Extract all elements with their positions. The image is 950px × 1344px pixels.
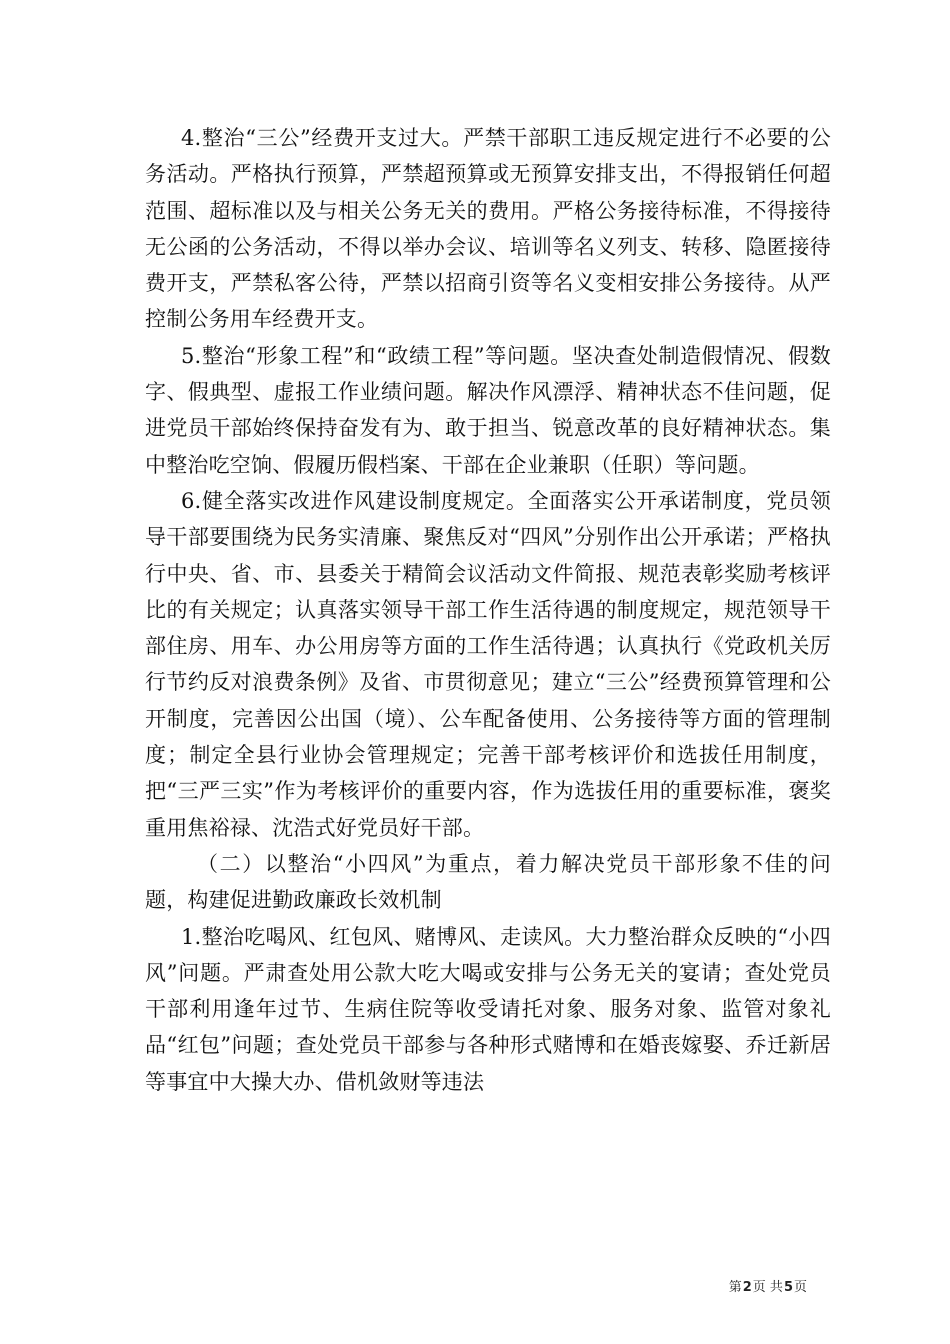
paragraph-item-6: 6.健全落实改进作风建设制度规定。全面落实公开承诺制度，党员领导干部要围绕为民务实清廉、聚焦反对“四风”分别作出公开承诺；严格执行中央、省、市、县委关于精简会议活动文件简报、规范表彰奖励考核评比的有关规定；认真落实领导干部工作生活待遇的制度规定，规范领导干部住房、用车、办公用房等方面的工作生活待遇；认真执行《党政机关厉行节约反对浪费条例》及省、市贯彻意见；建立“三公”经费预算管理和公开制度，完善因公出国（境）、公车配备使用、公务接待等方面的管理制度；制定全县行业协会管理规定；完善干部考核评价和选拔任用制度，把“三严三实”作为考核评价的重要内容，作为选拔任用的重要标准，褒奖重用焦裕禄、沈浩式好党员好干部。 (145, 488, 831, 840)
footer-prefix: 第 (728, 1280, 742, 1295)
section-heading-2: （二）以整治“小四风”为重点，着力解决党员干部形象不佳的问题，构建促进勤政廉政长效机制 (145, 851, 831, 913)
paragraph-item-5: 5.整治“形象工程”和“政绩工程”等问题。坚决查处制造假情况、假数字、假典型、虚报工作业绩问题。解决作风漂浮、精神状态不佳问题，促进党员干部始终保持奋发有为、敢于担当、锐意改革的良好精神状态。集中整治吃空饷、假履历假档案、干部在企业兼职（任职）等问题。 (145, 343, 831, 477)
paragraph-item-1: 1.整治吃喝风、红包风、赌博风、走读风。大力整治群众反映的“小四风”问题。严肃查处用公款大吃大喝或安排与公务无关的宴请；查处党员干部利用逢年过节、生病住院等收受请托对象、服务对象、监管对象礼品“红包”问题；查处党员干部参与各种形式赌博和在婚丧嫁娶、乔迁新居等事宜中大操大办、借机敛财等违法 (145, 924, 831, 1094)
paragraph-item-4: 4.整治“三公”经费开支过大。严禁干部职工违反规定进行不必要的公务活动。严格执行预算，严禁超预算或无预算安排支出，不得报销任何超范围、超标准以及与相关公务无关的费用。严格公务接待标准，不得接待无公函的公务活动，不得以举办会议、培训等名义列支、转移、隐匿接待费开支，严禁私客公待，严禁以招商引资等名义变相安排公务接待。从严控制公务用车经费开支。 (145, 126, 831, 332)
footer-suffix: 页 (793, 1280, 807, 1295)
total-page-number: 5 (783, 1280, 793, 1295)
footer-middle: 页 共 (752, 1280, 783, 1295)
page-number-footer (729, 1276, 807, 1295)
document-body (145, 120, 831, 1100)
current-page-number: 2 (742, 1280, 752, 1295)
